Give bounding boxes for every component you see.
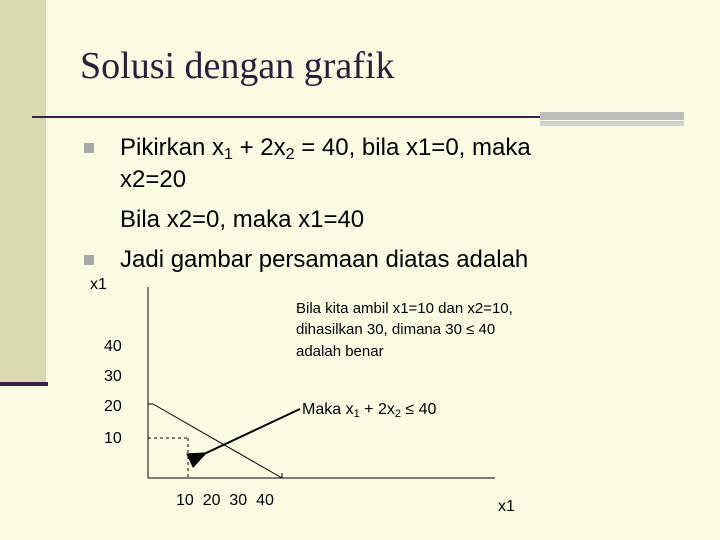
bullet-1-line-2: x2=20 — [120, 166, 187, 193]
y-tick-label: 30 — [104, 368, 122, 385]
annotation-arrow — [204, 409, 300, 454]
constraint-line — [153, 404, 282, 478]
x-axis-label: x1 — [498, 498, 515, 515]
bullet-2-text: Jadi gambar persamaan diatas adalah — [120, 246, 529, 273]
inequality-annotation: Maka x1 + 2x2 ≤ 40 — [302, 401, 437, 420]
bullet-1-line-1: Pikirkan $x_1 + 2x_2 = 40$, bila x1=0, maka — [120, 134, 531, 163]
bullet-1-line-3: Bila x2=0, maka x1=40 — [120, 206, 365, 233]
annotation-line-2: dihasilkan 30, dimana 30 ≤ 40 — [296, 321, 496, 338]
annotation-line-1: Bila kita ambil x1=10 dan x2=10, — [296, 300, 513, 317]
y-tick-label: 40 — [104, 338, 122, 355]
x-tick-labels: 10 20 30 40 — [176, 492, 274, 509]
y-tick-label: 20 — [104, 398, 122, 415]
slide-title: Solusi dengan grafik — [80, 45, 395, 87]
y-axis-label: x1 — [90, 276, 107, 293]
annotation-line-3: adalah benar — [296, 343, 384, 360]
y-tick-label: 10 — [104, 430, 122, 447]
